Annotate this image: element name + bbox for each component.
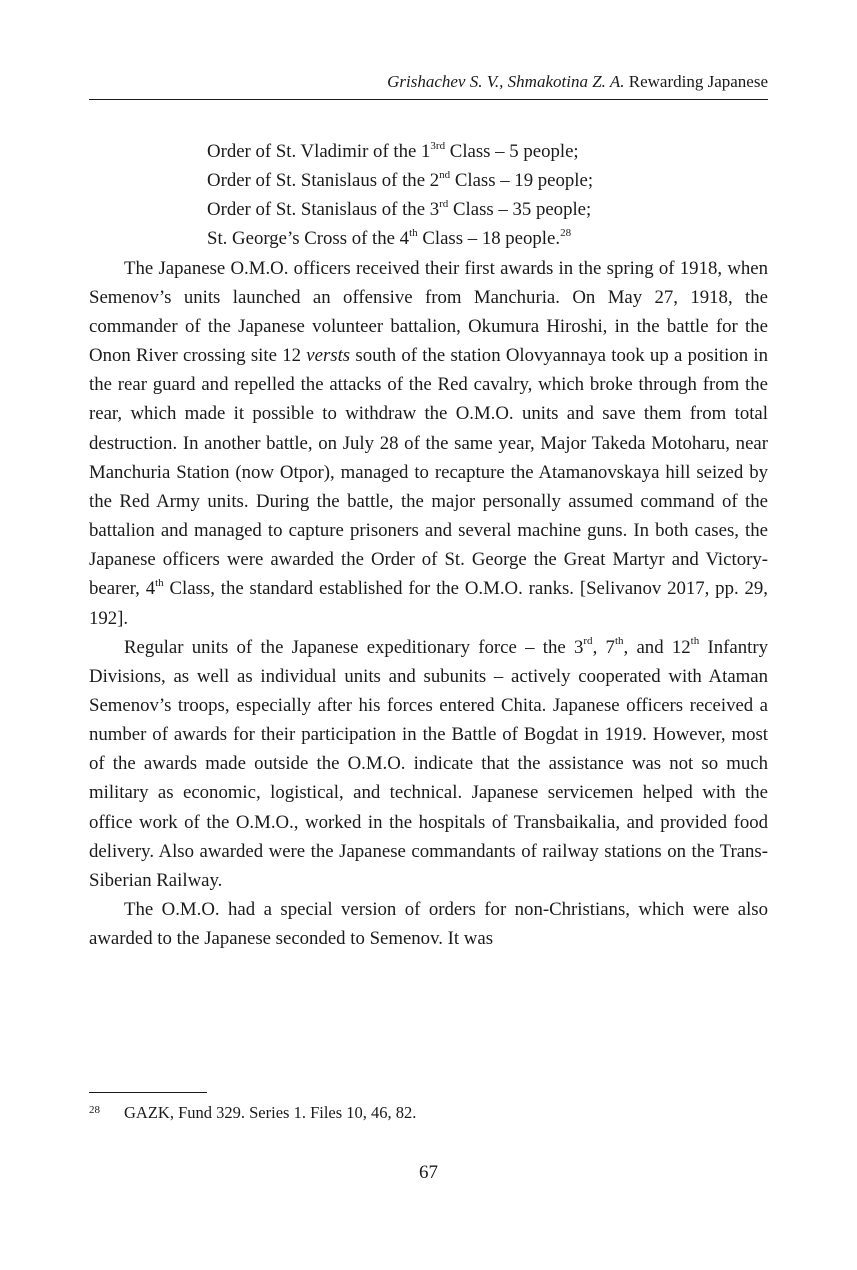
body-paragraph: The Japanese O.M.O. officers received their first awards in the spring of 1918, when Semenov’s units launched an offensive from Manchuria. On May 27, 1918, the commander of the Japanese volunteer battalion, Okumura Hiroshi, in the battle for the Onon River crossing site 12 versts south of the station Olovyannaya took up a position in the rear guard and repelled the attacks of the Red cavalry, which broke through from the rear, which made it possible to withdraw the O.M.O. units and save them from total destruction. In another battle, on July 28 of the same year, Major Takeda Motoharu, near Manchuria Station (now Otpor), managed to recapture the Atamanovskaya hill seized by the Red Army units. During the battle, the major personally assumed command of the battalion and managed to capture prisoners and several machine guns. In both cases, the Japanese officers were awarded the Order of St. George the Great Martyr and Victory-bearer, 4th Class, the standard established for the O.M.O. ranks. [Selivanov 2017, pp. 29, 192]. <box>89 257 768 629</box>
footnote-text: GAZK, Fund 329. Series 1. Files 10, 46, 82. <box>124 1103 417 1122</box>
page-body <box>89 137 768 953</box>
award-line: Order of St. Stanislaus of the 2nd Class – 19 people; <box>207 168 594 192</box>
footnote <box>89 1101 768 1125</box>
award-line: Order of St. Stanislaus of the 3rd Class – 35 people; <box>207 198 592 221</box>
award-line: Order of St. Vladimir of the $1^{3rd}$ Class – 5 people; <box>207 139 579 162</box>
footnote-rule <box>89 1092 207 1093</box>
header-title: Rewarding Japanese <box>628 72 768 91</box>
footnote-reference[interactable]: 28 <box>560 227 572 240</box>
body-paragraph: The O.M.O. had a special version of orders for non-Christians, which were also awarded to the Japanese seconded to Semenov. It was <box>89 899 768 950</box>
header-rule <box>89 99 768 100</box>
header-authors: Grishachev S. V., Shmakotina Z. A. <box>387 72 625 91</box>
running-header <box>89 70 768 94</box>
footnote-number: 28 <box>89 1104 100 1116</box>
award-line: St. George’s Cross of the 4th Class – 18 people.$^{28}$ <box>207 227 572 250</box>
page-number: 67 <box>419 1162 438 1183</box>
body-paragraph: Regular units of the Japanese expeditionary force – the 3rd, 7th, and 12th Infantry Divisions, as well as individual units and subunits – actively cooperated with Ataman Semenov’s troops, especially after his forces entered Chita. Japanese officers received a number of awards for their participation in the Battle of Bogdat in 1919. However, most of the awards made outside the O.M.O. indicate that the assistance was not so much military as economic, logistical, and technical. Japanese servicemen helped with the office work of the O.M.O., worked in the hospitals of Transbaikalia, and provided food delivery. Also awarded were the Japanese commandants of railway stations on the Trans-Siberian Railway. <box>89 635 768 891</box>
